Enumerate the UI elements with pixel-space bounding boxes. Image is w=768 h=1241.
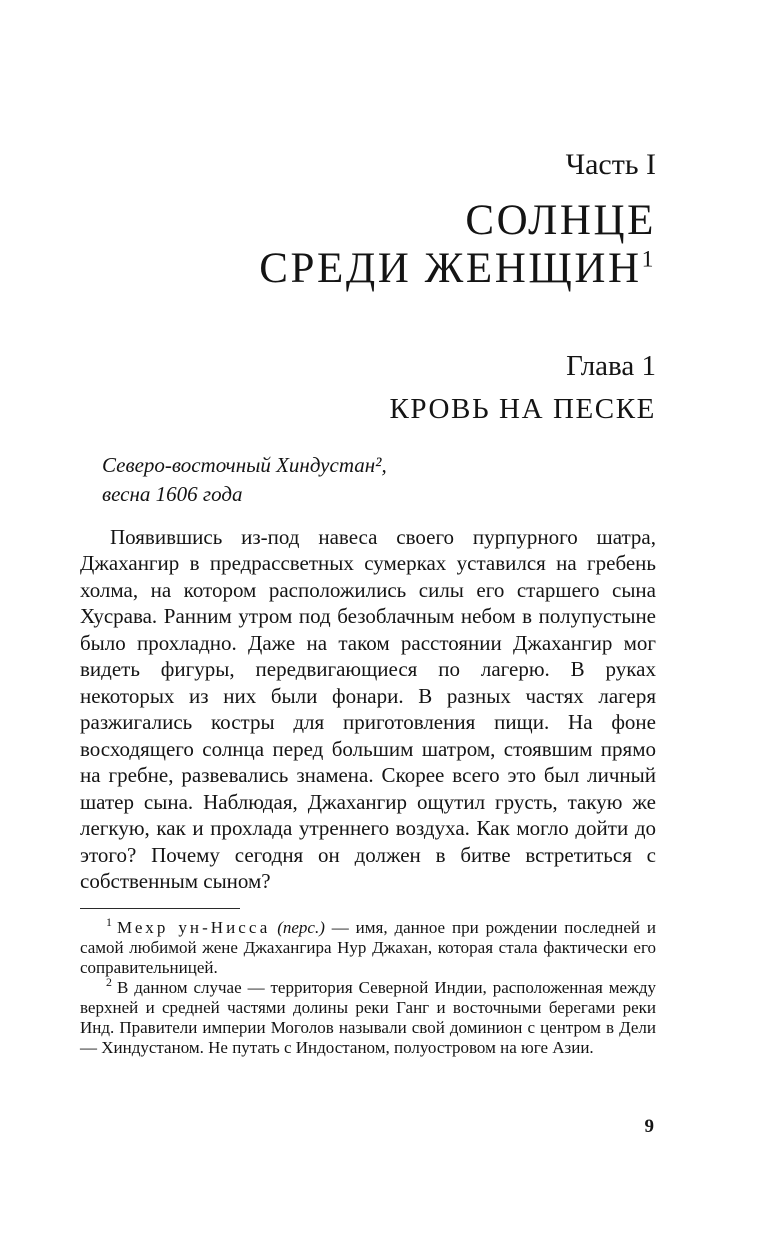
part-heading: Часть I	[565, 148, 656, 181]
epigraph-line-2: весна 1606 года	[102, 481, 243, 506]
footnote-separator	[80, 908, 240, 909]
epigraph	[102, 451, 656, 509]
chapter-heading: Глава 1	[566, 350, 656, 383]
footnote-1-marker: 1	[106, 915, 112, 930]
footnotes	[80, 915, 656, 1058]
chapter-title: КРОВЬ НА ПЕСКЕ	[389, 393, 656, 426]
footnote-2-marker: 2	[106, 975, 112, 990]
epigraph-line-1: Северо-восточный Хиндустан²,	[102, 452, 387, 477]
footnote-2-text: В данном случае — территория Северной Индии, расположенная между верхней и средней частями долины реки Ганг и восточными берегами реки Инд. Правители империи Моголов называли свой доминион с центром в Дели — Хиндустаном. Не путать с Индостаном, полуостровом на юге Азии.	[80, 977, 656, 1057]
book-title-line1: СОЛНЦЕ	[465, 197, 656, 244]
footnote-1	[80, 915, 656, 978]
footnote-1-lang: (перс.)	[277, 917, 325, 937]
footnote-2	[80, 975, 656, 1058]
title-footnote-ref: 1	[641, 246, 656, 273]
footnote-1-name: Мехр ун-Нисса	[116, 917, 271, 937]
book-title	[80, 197, 656, 293]
footnote-1-text: — имя, данное при рождении последней и самой любимой жене Джахангира Нур Джахан, которая стала фактически его соправительницей.	[80, 917, 656, 977]
text-column	[80, 0, 656, 1058]
book-title-line2: СРЕДИ ЖЕНЩИН	[259, 245, 642, 293]
page-number: 9	[644, 1116, 654, 1137]
body-paragraph: Появившись из-под навеса своего пурпурного шатра, Джахангир в предрассветных сумерках уставился на гребень холма, на котором расположились силы его старшего сына Хусрава. Ранним утром под безоблачным небом в полупустыне было прохладно. Даже на таком расстоянии Джахангир мог видеть фигуры, передвигающиеся по лагерю. В руках некоторых из них были фонари. В разных частях лагеря разжигались костры для приготовления пищи. На фоне восходящего солнца перед большим шатром, стоявшим прямо на гребне, развевались знамена. Скорее всего это был личный шатер сына. Наблюдая, Джахангир ощутил грусть, такую же легкую, как и прохлада утреннего воздуха. Как могло дойти до этого? Почему сегодня он должен в битве встретиться с собственным сыном?	[80, 524, 656, 894]
